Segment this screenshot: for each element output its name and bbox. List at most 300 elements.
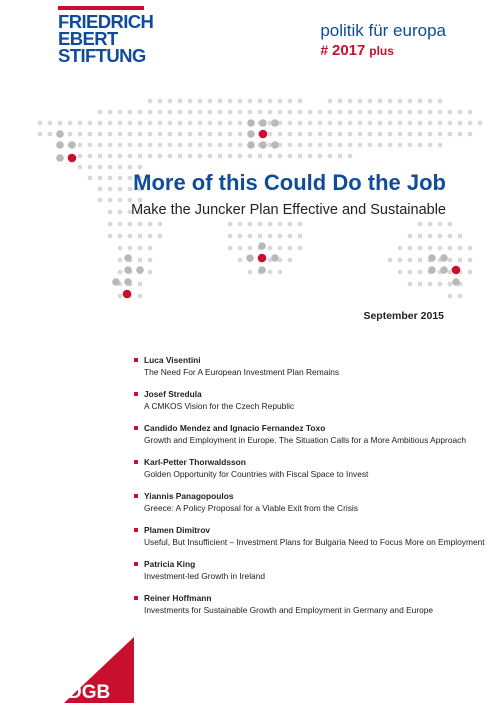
map-dot	[268, 246, 273, 251]
map-dot	[128, 165, 133, 170]
map-dot	[452, 278, 460, 286]
map-dot	[358, 99, 363, 104]
map-dot	[448, 110, 453, 115]
map-dot	[408, 282, 413, 287]
map-dot	[328, 154, 333, 159]
map-dot	[56, 130, 64, 138]
map-dot	[218, 154, 223, 159]
map-dot	[128, 143, 133, 148]
map-dot	[308, 110, 313, 115]
map-dot	[78, 143, 83, 148]
map-dot	[248, 270, 253, 275]
map-dot	[298, 154, 303, 159]
map-dot	[378, 110, 383, 115]
map-dot	[208, 110, 213, 115]
map-dot	[138, 246, 143, 251]
document-subtitle: Make the Juncker Plan Effective and Sustainable	[131, 202, 446, 218]
map-dot	[468, 258, 473, 263]
map-dot	[158, 132, 163, 137]
map-dot	[428, 266, 436, 274]
map-dot	[298, 246, 303, 251]
map-dot	[138, 121, 143, 126]
map-dot	[448, 121, 453, 126]
entry-author: Patricia King	[144, 559, 196, 569]
map-dot	[458, 110, 463, 115]
map-dot	[56, 141, 64, 149]
list-item[interactable]	[134, 524, 485, 558]
map-dot	[208, 99, 213, 104]
entry-title: Greece: A Policy Proposal for a Viable Exit from the Crisis	[144, 503, 358, 513]
map-dot	[268, 99, 273, 104]
entry-title: Investments for Sustainable Growth and Employment in Germany and Europe	[144, 605, 434, 615]
entry-author: Karl-Petter Thorwaldsson	[144, 457, 246, 467]
series-year: 2017	[332, 42, 366, 59]
map-dot	[238, 258, 243, 263]
map-dot	[368, 132, 373, 137]
map-dot	[188, 99, 193, 104]
map-dot	[168, 132, 173, 137]
map-dot	[288, 143, 293, 148]
map-dot	[448, 282, 453, 287]
map-dot	[208, 154, 213, 159]
map-dot	[408, 143, 413, 148]
map-dot	[478, 121, 483, 126]
map-dot	[271, 141, 279, 149]
map-dot	[458, 258, 463, 263]
list-item[interactable]	[134, 354, 474, 388]
map-dot	[118, 132, 123, 137]
map-dot	[108, 143, 113, 148]
map-dot	[148, 222, 153, 227]
map-dot	[138, 282, 143, 287]
map-dot	[88, 121, 93, 126]
map-dot	[259, 141, 267, 149]
map-dot	[168, 154, 173, 159]
map-dot	[178, 154, 183, 159]
map-dot	[88, 165, 93, 170]
map-dot	[268, 110, 273, 115]
map-dot	[58, 121, 63, 126]
map-dot	[318, 121, 323, 126]
map-dot	[248, 234, 253, 239]
map-dot	[198, 154, 203, 159]
map-dot	[238, 246, 243, 251]
map-dot	[238, 222, 243, 227]
map-dot	[118, 258, 123, 263]
map-dot	[188, 110, 193, 115]
map-dot	[88, 132, 93, 137]
logo-line-2: EBERT	[58, 28, 118, 49]
map-dot	[368, 99, 373, 104]
map-dot	[298, 143, 303, 148]
map-dot	[258, 266, 266, 274]
map-dot	[198, 110, 203, 115]
series-hash: #	[320, 42, 329, 58]
map-dot	[246, 254, 254, 262]
map-dot	[368, 143, 373, 148]
map-dot	[388, 143, 393, 148]
map-dot	[108, 154, 113, 159]
map-dot	[428, 234, 433, 239]
map-dot	[158, 110, 163, 115]
map-dot	[198, 121, 203, 126]
map-dot	[388, 99, 393, 104]
map-dot	[188, 143, 193, 148]
map-dot	[68, 132, 73, 137]
bullet-icon	[134, 392, 138, 396]
map-dot	[228, 143, 233, 148]
map-dot	[408, 99, 413, 104]
map-dot	[308, 154, 313, 159]
map-dot	[78, 154, 83, 159]
map-dot	[348, 132, 353, 137]
map-dot	[438, 246, 443, 251]
map-dot	[98, 165, 103, 170]
map-dot	[268, 222, 273, 227]
map-dot	[198, 132, 203, 137]
map-dot	[458, 294, 463, 299]
map-dot	[368, 121, 373, 126]
map-dot	[338, 143, 343, 148]
entry-title: Investment-led Growth in Ireland	[144, 571, 266, 581]
map-dot	[438, 99, 443, 104]
list-item[interactable]	[134, 592, 474, 626]
map-dot	[448, 246, 453, 251]
map-dot	[418, 282, 423, 287]
map-dot	[298, 132, 303, 137]
entry-title: The Need For A European Investment Plan Remains	[144, 367, 340, 377]
document-title: More of this Could Do the Job	[133, 170, 446, 195]
map-dot	[298, 110, 303, 115]
map-dot	[288, 132, 293, 137]
map-dot	[124, 266, 132, 274]
map-dot	[428, 282, 433, 287]
map-dot	[271, 119, 279, 127]
contents-list	[134, 354, 485, 626]
map-dot	[247, 119, 255, 127]
map-dot	[178, 110, 183, 115]
map-dot	[138, 234, 143, 239]
map-dot	[328, 121, 333, 126]
bullet-icon	[134, 358, 138, 362]
map-dot	[148, 121, 153, 126]
map-dot	[112, 278, 120, 286]
map-dot	[278, 270, 283, 275]
map-dot	[128, 222, 133, 227]
entry-author: Yiannis Panagopoulos	[144, 491, 234, 501]
map-dot	[458, 132, 463, 137]
map-dot	[278, 154, 283, 159]
map-dot	[338, 132, 343, 137]
map-dot	[128, 246, 133, 251]
map-dot	[318, 132, 323, 137]
map-dot	[178, 143, 183, 148]
map-dot	[278, 110, 283, 115]
map-dot	[118, 110, 123, 115]
map-dot	[398, 246, 403, 251]
map-dot	[438, 110, 443, 115]
map-dot	[248, 222, 253, 227]
map-dot	[428, 99, 433, 104]
map-dot	[418, 121, 423, 126]
map-dot	[278, 222, 283, 227]
map-dot	[328, 132, 333, 137]
map-dot	[128, 132, 133, 137]
map-dot	[228, 246, 233, 251]
map-dot	[138, 154, 143, 159]
map-dot	[158, 121, 163, 126]
series-plus: plus	[369, 44, 394, 58]
list-item[interactable]	[134, 558, 474, 592]
map-dot	[388, 132, 393, 137]
map-dot	[308, 121, 313, 126]
map-dot	[118, 234, 123, 239]
map-dot	[418, 270, 423, 275]
map-dot	[108, 165, 113, 170]
map-dot	[138, 294, 143, 299]
map-dot	[408, 258, 413, 263]
map-dot	[228, 132, 233, 137]
map-dot	[168, 121, 173, 126]
map-dot	[278, 99, 283, 104]
map-dot	[118, 121, 123, 126]
map-dot	[158, 234, 163, 239]
map-dot	[388, 258, 393, 263]
map-dot	[328, 143, 333, 148]
map-dot	[428, 143, 433, 148]
map-dot	[308, 143, 313, 148]
list-item[interactable]	[134, 456, 474, 490]
map-dot	[398, 110, 403, 115]
map-dot	[158, 99, 163, 104]
map-dot	[298, 99, 303, 104]
map-dot	[468, 270, 473, 275]
map-dot	[288, 121, 293, 126]
map-dot	[248, 99, 253, 104]
map-dot	[348, 154, 353, 159]
map-dot	[258, 242, 266, 250]
map-dot	[188, 132, 193, 137]
map-dot	[258, 154, 263, 159]
map-dot	[228, 121, 233, 126]
map-dot	[258, 254, 267, 263]
map-dot	[68, 121, 73, 126]
map-dot	[418, 99, 423, 104]
entry-author: Plamen Dimitrov	[144, 525, 211, 535]
list-item[interactable]	[134, 490, 474, 524]
map-dot	[408, 110, 413, 115]
map-dot	[148, 110, 153, 115]
map-dot	[328, 99, 333, 104]
map-dot	[440, 254, 448, 262]
map-dot	[148, 132, 153, 137]
map-dot	[198, 143, 203, 148]
map-dot	[218, 121, 223, 126]
map-dot	[148, 234, 153, 239]
map-dot	[168, 143, 173, 148]
map-dot	[298, 121, 303, 126]
map-dot	[428, 132, 433, 137]
map-dot	[398, 99, 403, 104]
map-dot	[348, 99, 353, 104]
map-dot	[458, 234, 463, 239]
map-dot	[288, 110, 293, 115]
map-dot	[398, 143, 403, 148]
map-dot	[78, 132, 83, 137]
logo-line-3: STIFTUNG	[58, 45, 146, 66]
entry-author: Josef Stredula	[144, 389, 202, 399]
map-dot	[458, 246, 463, 251]
map-dot	[358, 110, 363, 115]
map-dot	[88, 154, 93, 159]
list-item[interactable]	[134, 422, 474, 456]
map-dot	[448, 222, 453, 227]
map-dot	[228, 99, 233, 104]
map-dot	[228, 222, 233, 227]
map-dot	[258, 234, 263, 239]
map-dot	[158, 143, 163, 148]
map-dot	[98, 143, 103, 148]
map-dot	[118, 165, 123, 170]
map-dot	[218, 110, 223, 115]
map-dot	[408, 234, 413, 239]
map-dot	[248, 154, 253, 159]
map-dot	[118, 270, 123, 275]
map-dot	[38, 132, 43, 137]
entry-author: Candido Mendez and Ignacio Fernandez Toxo	[144, 423, 326, 433]
map-dot	[298, 222, 303, 227]
map-dot	[418, 258, 423, 263]
map-dot	[88, 143, 93, 148]
map-dot	[158, 154, 163, 159]
map-dot	[288, 222, 293, 227]
map-dot	[288, 246, 293, 251]
map-dot	[259, 130, 268, 139]
map-dot	[438, 282, 443, 287]
map-dot	[278, 132, 283, 137]
map-dot	[440, 266, 448, 274]
map-dot	[138, 165, 143, 170]
map-dot	[448, 234, 453, 239]
map-dot	[348, 121, 353, 126]
map-dot	[288, 234, 293, 239]
map-dot	[468, 246, 473, 251]
map-dot	[148, 258, 153, 263]
map-dot	[118, 222, 123, 227]
list-item[interactable]	[134, 388, 474, 422]
series-name: politik für europa	[320, 21, 446, 40]
entry-author: Luca Visentini	[144, 355, 201, 365]
map-dot	[368, 110, 373, 115]
map-dot	[408, 270, 413, 275]
map-dot	[68, 141, 76, 149]
map-dot	[78, 121, 83, 126]
map-dot	[268, 234, 273, 239]
map-dot	[218, 132, 223, 137]
bullet-icon	[134, 562, 138, 566]
dgb-logo	[60, 637, 134, 703]
entry-title: Growth and Employment in Europe. The Situation Calls for a More Ambitious Approach	[144, 435, 466, 445]
map-dot	[178, 121, 183, 126]
map-dot	[98, 132, 103, 137]
map-dot	[418, 110, 423, 115]
map-dot	[98, 110, 103, 115]
map-dot	[124, 278, 132, 286]
map-dot	[108, 121, 113, 126]
map-dot	[448, 294, 453, 299]
map-dot	[268, 270, 273, 275]
map-dot	[48, 132, 53, 137]
map-dot	[398, 270, 403, 275]
map-dot	[138, 132, 143, 137]
bullet-icon	[134, 528, 138, 532]
bullet-icon	[134, 494, 138, 498]
map-dot	[378, 121, 383, 126]
map-dot	[228, 154, 233, 159]
map-dot	[438, 132, 443, 137]
map-dot	[148, 246, 153, 251]
map-dot	[288, 258, 293, 263]
map-dot	[418, 222, 423, 227]
map-dot	[148, 154, 153, 159]
map-dot	[158, 222, 163, 227]
map-dot	[148, 143, 153, 148]
map-dot	[378, 99, 383, 104]
map-dot	[198, 99, 203, 104]
map-dot	[188, 121, 193, 126]
bullet-icon	[134, 426, 138, 430]
map-dot	[268, 132, 273, 137]
bullet-icon	[134, 596, 138, 600]
map-dot	[128, 110, 133, 115]
map-dot	[438, 121, 443, 126]
map-dot	[438, 234, 443, 239]
map-dot	[378, 143, 383, 148]
map-dot	[418, 234, 423, 239]
map-dot	[118, 294, 123, 299]
map-dot	[228, 110, 233, 115]
entry-title: Useful, But Insufficient – Investment Plans for Bulgaria Need to Focus More on Employment	[144, 537, 485, 547]
map-dot	[338, 154, 343, 159]
map-dot	[288, 99, 293, 104]
map-dot	[418, 132, 423, 137]
map-dot	[338, 121, 343, 126]
map-dot	[98, 121, 103, 126]
entry-title: Golden Opportunity for Countries with Fiscal Space to Invest	[144, 469, 369, 479]
map-dot	[238, 234, 243, 239]
map-dot	[388, 121, 393, 126]
map-dot	[238, 132, 243, 137]
publication-date: September 2015	[363, 310, 444, 322]
map-dot	[378, 132, 383, 137]
map-dot	[208, 132, 213, 137]
map-dot	[398, 121, 403, 126]
map-dot	[128, 234, 133, 239]
map-dot	[98, 154, 103, 159]
map-dot	[148, 270, 153, 275]
map-dot	[428, 121, 433, 126]
map-dot	[128, 121, 133, 126]
map-dot	[108, 110, 113, 115]
map-dot	[108, 222, 113, 227]
map-dot	[218, 143, 223, 148]
map-dot	[308, 132, 313, 137]
bullet-icon	[134, 460, 138, 464]
map-dot	[148, 99, 153, 104]
map-dot	[188, 154, 193, 159]
map-dot	[438, 143, 443, 148]
map-dot	[448, 132, 453, 137]
